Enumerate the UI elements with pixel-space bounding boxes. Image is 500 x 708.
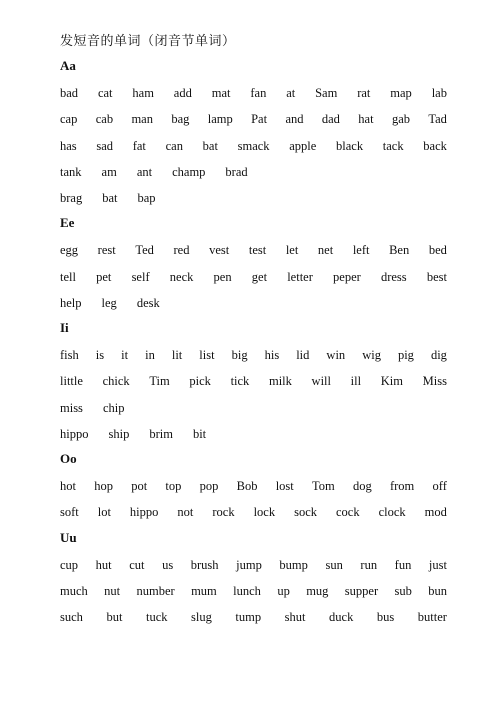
word: add bbox=[173, 86, 192, 101]
word: pick bbox=[189, 374, 211, 389]
word: get bbox=[251, 269, 268, 284]
word: clock bbox=[378, 505, 406, 520]
word: lost bbox=[275, 479, 294, 494]
word: slug bbox=[191, 610, 212, 625]
word: Tad bbox=[428, 112, 447, 127]
word: such bbox=[60, 610, 83, 625]
word-row bbox=[60, 110, 447, 128]
word: sub bbox=[394, 584, 412, 598]
word: can bbox=[165, 138, 183, 153]
word-row bbox=[60, 189, 447, 207]
word: help bbox=[60, 295, 82, 310]
word: fun bbox=[394, 557, 412, 572]
word: cock bbox=[335, 505, 360, 520]
word: sun bbox=[325, 557, 343, 572]
word: run bbox=[360, 557, 378, 572]
word: dog bbox=[352, 479, 372, 494]
word: mod bbox=[424, 505, 447, 520]
word: has bbox=[60, 138, 77, 153]
word: list bbox=[199, 348, 215, 363]
word: ham bbox=[132, 86, 154, 101]
word: test bbox=[248, 243, 267, 258]
word: hut bbox=[95, 557, 112, 572]
word: Ted bbox=[135, 243, 154, 258]
word: black bbox=[336, 138, 364, 153]
word: hippo bbox=[129, 505, 159, 520]
word: in bbox=[145, 348, 155, 363]
word: bad bbox=[60, 86, 79, 101]
word: Bob bbox=[236, 479, 258, 494]
word: butter bbox=[417, 610, 447, 625]
word: shut bbox=[284, 610, 306, 625]
word: pop bbox=[199, 479, 219, 494]
word-row bbox=[60, 163, 447, 181]
word: chick bbox=[102, 374, 130, 389]
word: letter bbox=[287, 269, 313, 284]
word: brim bbox=[149, 426, 173, 441]
word-row bbox=[60, 399, 447, 417]
word: bus bbox=[376, 610, 395, 625]
word: dad bbox=[321, 112, 340, 127]
page-title: 发短音的单词（闭音节单词） bbox=[60, 34, 236, 49]
word-row bbox=[60, 268, 447, 286]
word: bump bbox=[279, 557, 308, 572]
word: tuck bbox=[145, 610, 168, 625]
word: dig bbox=[430, 348, 447, 363]
word: nut bbox=[104, 584, 121, 598]
word: bit bbox=[192, 426, 207, 441]
section-heading: Oo bbox=[60, 451, 77, 466]
word: number bbox=[136, 584, 175, 598]
word: tick bbox=[230, 374, 250, 389]
word: rat bbox=[357, 86, 371, 101]
word-row bbox=[60, 346, 447, 364]
word: but bbox=[106, 610, 123, 625]
word: not bbox=[177, 505, 194, 520]
word: net bbox=[317, 243, 334, 258]
word: peper bbox=[333, 269, 361, 284]
section-heading: Ii bbox=[60, 320, 69, 335]
word: miss bbox=[60, 400, 83, 415]
word: just bbox=[428, 557, 447, 572]
word: bed bbox=[428, 243, 447, 258]
word: ill bbox=[350, 374, 362, 389]
word: top bbox=[165, 479, 182, 494]
word: Kim bbox=[380, 374, 403, 389]
word: up bbox=[277, 584, 290, 598]
word: dress bbox=[380, 269, 407, 284]
word-row bbox=[60, 608, 447, 626]
word: lot bbox=[97, 505, 111, 520]
word: bat bbox=[202, 138, 218, 153]
word: self bbox=[131, 269, 150, 284]
word: back bbox=[423, 138, 447, 153]
word: big bbox=[231, 348, 248, 363]
word: left bbox=[352, 243, 370, 258]
word: tank bbox=[60, 164, 82, 179]
word: soft bbox=[60, 505, 79, 520]
word: off bbox=[432, 479, 447, 494]
word: brag bbox=[60, 191, 83, 205]
word: chip bbox=[102, 400, 125, 415]
word: bun bbox=[428, 584, 447, 598]
word: duck bbox=[329, 610, 354, 625]
word: lock bbox=[253, 505, 276, 520]
word: brush bbox=[190, 557, 219, 572]
word: pig bbox=[397, 348, 414, 363]
word-row bbox=[60, 477, 447, 495]
word: pet bbox=[96, 269, 112, 284]
word-row bbox=[60, 241, 447, 259]
word-row bbox=[60, 425, 447, 443]
word: egg bbox=[60, 243, 79, 258]
word: lamp bbox=[207, 112, 233, 127]
word: Tim bbox=[149, 374, 170, 389]
word: bat bbox=[102, 191, 118, 205]
section-heading: Aa bbox=[60, 58, 76, 73]
word: cup bbox=[60, 557, 79, 572]
word: fish bbox=[60, 348, 79, 363]
word: sad bbox=[96, 138, 114, 153]
word: smack bbox=[237, 138, 270, 153]
word: bap bbox=[137, 191, 156, 205]
word: little bbox=[60, 374, 83, 389]
word: Miss bbox=[422, 374, 447, 389]
word: wig bbox=[362, 348, 381, 363]
word: man bbox=[131, 112, 153, 127]
word: cab bbox=[95, 112, 114, 127]
word: much bbox=[60, 584, 88, 598]
word: pot bbox=[131, 479, 148, 494]
word: us bbox=[162, 557, 174, 572]
word: hippo bbox=[60, 426, 89, 441]
word: will bbox=[311, 374, 331, 389]
word-row bbox=[60, 137, 447, 155]
word: red bbox=[173, 243, 190, 258]
word: rock bbox=[212, 505, 235, 520]
word: apple bbox=[289, 138, 317, 153]
word: Ben bbox=[389, 243, 410, 258]
word-row bbox=[60, 582, 447, 600]
word: ant bbox=[136, 164, 153, 179]
word: win bbox=[326, 348, 346, 363]
section-heading: Uu bbox=[60, 529, 77, 545]
word: bag bbox=[171, 112, 190, 127]
word: tell bbox=[60, 269, 76, 284]
word: ship bbox=[108, 426, 130, 441]
word: milk bbox=[268, 374, 292, 389]
word: mat bbox=[211, 86, 231, 101]
word: lit bbox=[171, 348, 183, 363]
word: brad bbox=[225, 164, 248, 179]
word-row bbox=[60, 294, 447, 312]
section-heading: Ee bbox=[60, 215, 75, 231]
word: am bbox=[101, 164, 117, 179]
word-row bbox=[60, 503, 447, 521]
word: cat bbox=[97, 86, 113, 101]
word: desk bbox=[136, 295, 160, 310]
word: lab bbox=[431, 86, 447, 101]
word: gab bbox=[391, 112, 410, 127]
word-row bbox=[60, 372, 447, 390]
word: tack bbox=[382, 138, 404, 153]
word: Pat bbox=[251, 112, 268, 127]
word: pen bbox=[213, 269, 232, 284]
word: hot bbox=[60, 479, 76, 494]
word: sock bbox=[294, 505, 317, 520]
word: it bbox=[121, 348, 129, 363]
word: cut bbox=[129, 557, 145, 572]
word: champ bbox=[172, 164, 206, 179]
word: is bbox=[95, 348, 105, 363]
word: at bbox=[286, 86, 296, 101]
word: Tom bbox=[312, 479, 335, 494]
word: from bbox=[389, 479, 415, 494]
word: mum bbox=[191, 584, 217, 598]
word: and bbox=[285, 112, 304, 127]
word: vest bbox=[209, 243, 230, 258]
word: fat bbox=[132, 138, 146, 153]
word: let bbox=[285, 243, 299, 258]
word-row bbox=[60, 84, 447, 102]
word: jump bbox=[236, 557, 262, 572]
word: hat bbox=[358, 112, 374, 127]
word: lid bbox=[296, 348, 310, 363]
word-row bbox=[60, 556, 447, 574]
word: neck bbox=[169, 269, 194, 284]
word: lunch bbox=[233, 584, 261, 598]
word: his bbox=[264, 348, 280, 363]
word: cap bbox=[60, 112, 78, 127]
word: Sam bbox=[315, 86, 338, 101]
word: best bbox=[426, 269, 447, 284]
word: map bbox=[390, 86, 412, 101]
word: supper bbox=[344, 584, 379, 598]
word: tump bbox=[235, 610, 262, 625]
word: mug bbox=[306, 584, 329, 598]
word: hop bbox=[94, 479, 113, 494]
word: fan bbox=[250, 86, 267, 101]
word: leg bbox=[101, 295, 117, 310]
word: rest bbox=[97, 243, 116, 258]
